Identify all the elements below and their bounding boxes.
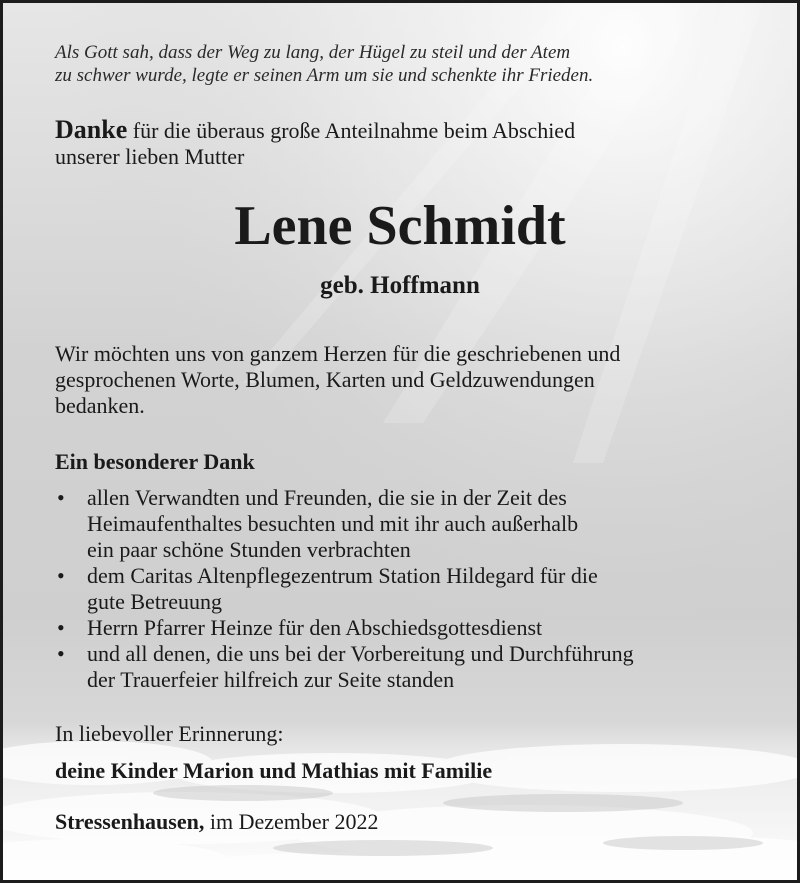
list-item <box>55 615 775 641</box>
list-item-line: gute Betreuung <box>87 589 223 614</box>
bullet-icon: • <box>57 563 65 588</box>
list-item <box>55 563 775 615</box>
thanks-paragraph <box>55 341 775 419</box>
place-date <box>55 809 775 835</box>
maiden-name: geb. Hoffmann <box>320 272 480 299</box>
list-item-line: ein paar schöne Stunden verbrachten <box>87 537 411 562</box>
list-item-line: dem Caritas Altenpflegezentrum Station Hildegard für die <box>87 563 598 588</box>
motto-line: Als Gott sah, dass der Weg zu lang, der Hügel zu steil und der Atem <box>55 42 571 63</box>
bullet-icon: • <box>57 485 65 510</box>
intro-line-rest: für die überaus große Anteilnahme beim Abschied <box>132 118 576 143</box>
list-item-line: Heimaufenthaltes besuchten und mit ihr auch außerhalb <box>87 511 579 536</box>
list-item-line: und all denen, die uns bei der Vorbereitung und Durchführung <box>87 641 634 666</box>
bullet-icon: • <box>57 641 65 666</box>
place-name: Stressenhausen, <box>55 809 205 834</box>
special-thanks-heading: Ein besonderer Dank <box>55 449 255 474</box>
bullet-icon: • <box>57 615 65 640</box>
motto-verse <box>55 41 775 87</box>
family-signature: deine Kinder Marion und Mathias mit Familie <box>55 758 493 783</box>
list-item <box>55 641 775 693</box>
list-item-line: Herrn Pfarrer Heinze für den Abschiedsgottesdienst <box>87 615 543 640</box>
list-item-line: allen Verwandten und Freunden, die sie in der Zeit des <box>87 485 567 510</box>
remembrance-line: In liebevoller Erinnerung: <box>55 721 284 746</box>
thanks-line: Wir möchten uns von ganzem Herzen für die geschriebenen und <box>55 341 621 366</box>
thanks-line: bedanken. <box>55 393 145 418</box>
special-thanks-list <box>55 485 775 693</box>
danke-word: Danke <box>55 115 128 144</box>
deceased-name: Lene Schmidt <box>234 195 566 257</box>
motto-line: zu schwer wurde, legte er seinen Arm um sie und schenkte ihr Frieden. <box>55 65 594 86</box>
list-item <box>55 485 775 563</box>
intro-line: unserer lieben Mutter <box>55 144 245 169</box>
list-item-line: der Trauerfeier hilfreich zur Seite standen <box>87 667 455 692</box>
intro-thanks <box>55 117 775 170</box>
thanks-line: gesprochenen Worte, Blumen, Karten und Geldzuwendungen <box>55 367 595 392</box>
date-text: im Dezember 2022 <box>209 809 379 834</box>
